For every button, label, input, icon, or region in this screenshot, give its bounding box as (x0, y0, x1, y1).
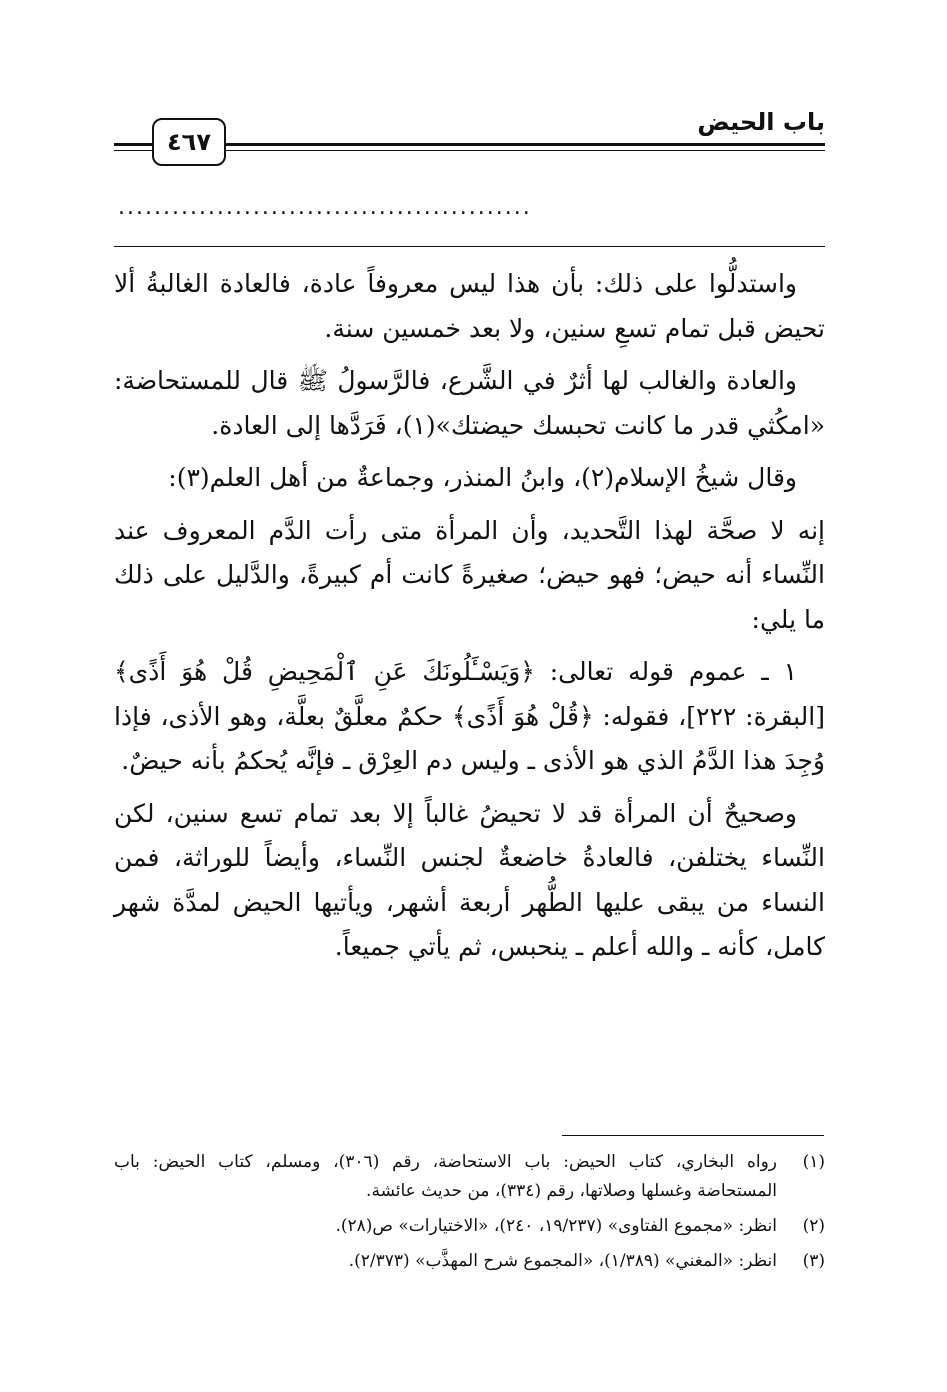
footnote-rule (562, 1135, 824, 1136)
chapter-title: باب الحيض (697, 108, 825, 136)
footnote (114, 1212, 825, 1241)
footnotes (114, 1148, 825, 1282)
paragraph: والعادة والغالب لها أثرٌ في الشَّرع، فالرَّسولُ ﷺ قال للمستحاضة: «امكُثي قدر ما كانت تحبسك حيضتك»(١)، فَرَدَّها إلى العادة. (114, 366, 825, 440)
footnote-number: (٢) (802, 1216, 825, 1236)
section-rule (114, 246, 825, 247)
paragraph: إنه لا صحَّة لهذا التَّحديد، وأن المرأة متى رأت الدَّم المعروف عند النِّساء أنه حيض؛ فهو حيض؛ صغيرةً كانت أم كبيرةً، والدَّليل على ذلك ما يلي: (114, 515, 825, 634)
footnote-text: انظر: «المغني» (١/٣٨٩)، «المجموع شرح المهذَّب» (٢/٣٧٣). (348, 1251, 777, 1271)
footnote-number: (٣) (802, 1251, 825, 1271)
main-text (114, 262, 825, 978)
page-number: ٤٦٧ (152, 118, 226, 166)
dotted-separator: .............................................. (118, 195, 532, 220)
paragraph: ١ ـ عموم قوله تعالى: ﴿وَيَسْـَٔلُونَكَ عَنِ ٱلْمَحِيضِ قُلْ هُوَ أَذًى﴾ [البقرة: ٢٢٢]، فقوله: ﴿قُلْ هُوَ أَذًى﴾ حكمٌ معلَّقٌ بعلَّة، وهو الأذى، فإذا وُجِدَ هذا الدَّمُ الذي هو الأذى ـ وليس دم العِرْق ـ فإنَّه يُحكمُ بأنه حيضٌ. (114, 657, 825, 775)
paragraph: وقال شيخُ الإسلام(٢)، وابنُ المنذر، وجماعةٌ من أهل العلم(٣): (168, 463, 797, 492)
footnote-text: انظر: «مجموع الفتاوى» (١٩/٢٣٧، ٢٤٠)، «الاختيارات» ص(٢٨). (335, 1216, 777, 1236)
footnote-text: رواه البخاري، كتاب الحيض: باب الاستحاضة، رقم (٣٠٦)، ومسلم، كتاب الحيض: باب المستحاضة وغسلها وصلاتها، رقم (٣٣٤)، من حديث عائشة. (114, 1152, 777, 1201)
paragraph: وصحيحٌ أن المرأة قد لا تحيضُ غالباً إلا بعد تمام تسع سنين، لكن النِّساء يختلفن، فالعادةُ خاضعةٌ لجنس النِّساء، وأيضاً للوراثة، فمن النساء من يبقى عليها الطُّهر أربعة أشهر، ويأتيها الحيض لمدَّة شهر كامل، كأنه ـ والله أعلم ـ ينحبس، ثم يأتي جميعاً. (114, 798, 825, 961)
paragraph: واستدلُّوا على ذلك: بأن هذا ليس معروفاً عادة، فالعادة الغالبةُ ألا تحيض قبل تمام تسعِ سنين، ولا بعد خمسين سنة. (114, 269, 825, 343)
footnote (114, 1148, 825, 1206)
footnote-number: (١) (802, 1152, 825, 1172)
footnote (114, 1247, 825, 1276)
